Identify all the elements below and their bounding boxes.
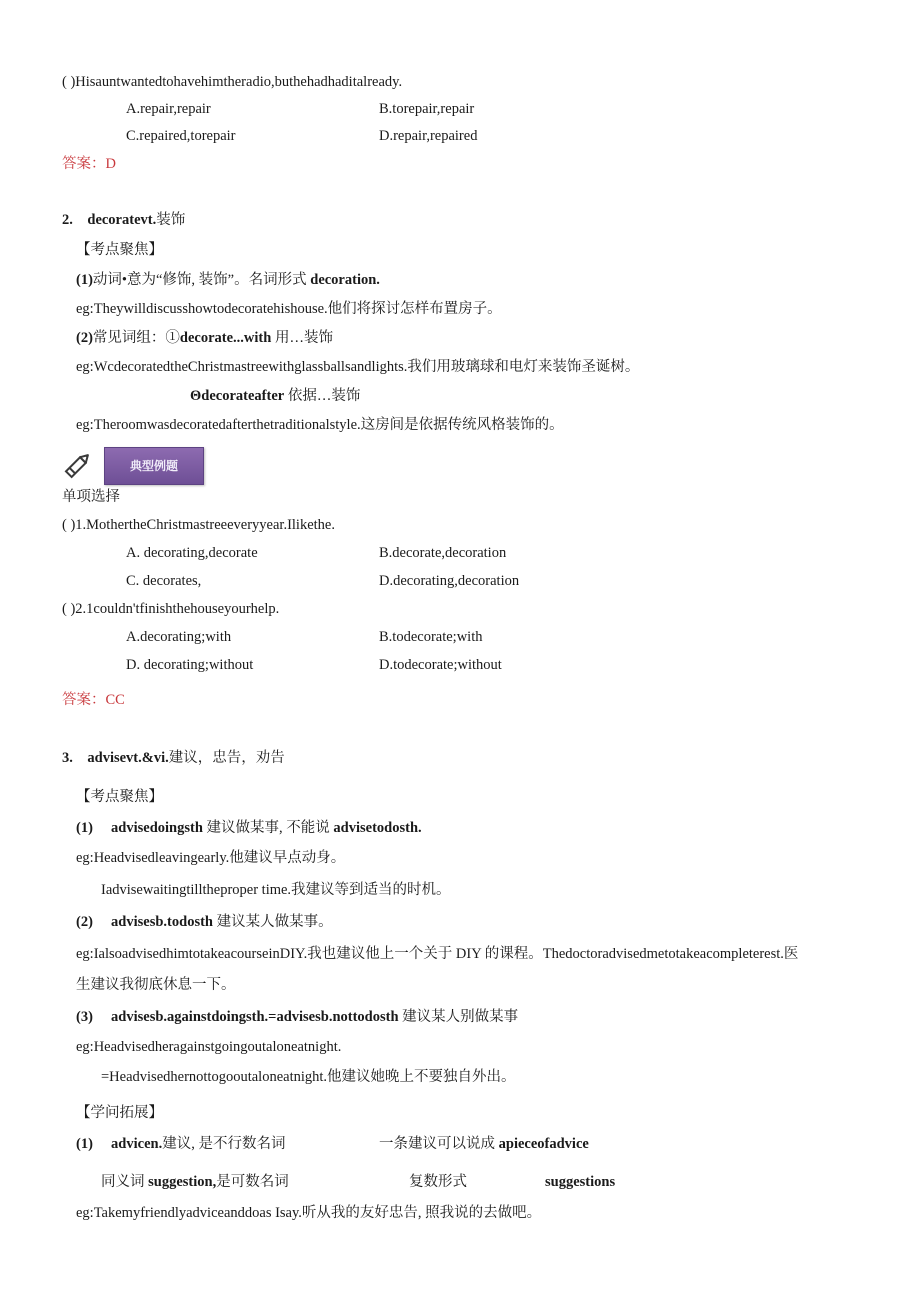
point-text: 建议, 是不行数名词 [162, 1136, 286, 1152]
point-text: 动词•意为“修饰, 装饰”。名词形式 [92, 272, 311, 288]
option-a: A.repair,repair [126, 101, 211, 117]
point-term: apieceofadvice [498, 1136, 589, 1152]
point-3 [76, 1007, 518, 1027]
focus-title: 【考点聚焦】 [76, 242, 163, 258]
point-number: (2) [76, 330, 93, 346]
option-a: A. decorating,decorate [126, 545, 258, 561]
pencil-icon [61, 448, 95, 482]
plural-label: 复数形式 [409, 1174, 467, 1190]
point-term: advisetodosth. [333, 820, 422, 836]
option-b: B.torepair,repair [379, 101, 475, 117]
example-sentence: eg:WcdecoratedtheChristmastreewithglassballsandlights.我们用玻璃球和电灯来装饰圣诞树。 [76, 359, 640, 375]
option-b: B.todecorate;with [379, 629, 483, 645]
point-1 [76, 270, 380, 290]
point-text: 建议某人别做某事 [398, 1009, 519, 1025]
point-term: advisesb.todosth [111, 914, 213, 930]
example-sentence: eg:Headvisedleavingearly.他建议早点动身。 [76, 850, 346, 866]
point-1 [76, 818, 422, 838]
point-term: suggestion, [148, 1174, 217, 1190]
answer: 答案：D [62, 156, 116, 172]
section-word: decoratevt. [87, 212, 157, 228]
point-text: 依据…装饰 [284, 388, 361, 404]
point-term: Θdecorateafter [190, 388, 285, 404]
typical-example-badge: 典型例题 [104, 447, 204, 485]
section-heading [62, 748, 285, 768]
point-number: (1) [76, 272, 93, 288]
point-text: 建议某人做某事。 [212, 914, 333, 930]
point-text: 是可数名词 [216, 1174, 289, 1190]
point-number: (1) [76, 820, 93, 836]
point-2 [76, 912, 333, 932]
extension-2 [101, 1172, 289, 1192]
extension-1 [76, 1134, 285, 1154]
point-number: (1) [76, 1136, 93, 1152]
example-sentence: eg:Takemyfriendlyadviceanddoas Isay.听从我的友好忠告, 照我说的去做吧。 [76, 1205, 542, 1221]
option-d: D.decorating,decoration [379, 573, 520, 589]
practice-title: 单项选择 [62, 489, 120, 505]
section-heading [62, 210, 185, 230]
question-stem: ( )Hisauntwantedtohavehimtheradio,buthehadhaditalready. [62, 74, 403, 90]
extension-title: 【学问拓展】 [76, 1105, 163, 1121]
point-text: 用…装饰 [271, 330, 333, 346]
point-text: 同义词 [101, 1174, 149, 1190]
option-d: D.todecorate;without [379, 657, 502, 673]
example-sentence: eg:IalsoadvisedhimtotakeacourseinDIY.我也建议他上一个关于 DIY 的课程。Thedoctoradvisedmetotakeacompleterest.医 [76, 946, 799, 962]
option-c: C. decorates, [126, 573, 202, 589]
point-text: 建议做某事, 不能说 [202, 820, 334, 836]
point-term: advisesb.againstdoingsth.=advisesb.nottodosth [111, 1009, 399, 1025]
section-meaning: 装饰 [156, 212, 186, 228]
section-number: 2. [62, 212, 73, 228]
focus-title: 【考点聚焦】 [76, 789, 163, 805]
point-number: (2) [76, 914, 93, 930]
question-stem: ( )2.1couldn'tfinishthehouseyourhelp. [62, 601, 280, 617]
section-word: advisevt.&vi. [87, 750, 169, 766]
point-text: 常见词组：① [92, 330, 180, 346]
plural-form: suggestions [545, 1174, 616, 1190]
example-sentence: eg:Theywilldiscusshowtodecoratehishouse.他们将探讨怎样布置房子。 [76, 301, 502, 317]
option-d: D.repair,repaired [379, 128, 478, 144]
point-2 [76, 328, 333, 348]
option-c: D. decorating;without [126, 657, 254, 673]
section-meaning: 建议，忠告，劝告 [168, 750, 285, 766]
point-2-phrase-2 [190, 386, 360, 406]
option-c: C.repaired,torepair [126, 128, 236, 144]
point-term: advicen. [111, 1136, 163, 1152]
example-sentence: Iadvisewaitingtilltheproper time.我建议等到适当的时机。 [101, 882, 451, 898]
section-number: 3. [62, 750, 73, 766]
extension-1-right [379, 1134, 589, 1154]
point-term: decoration. [310, 272, 380, 288]
point-term: decorate...with [179, 330, 272, 346]
answer: 答案：CC [62, 692, 125, 708]
option-a: A.decorating;with [126, 629, 232, 645]
point-number: (3) [76, 1009, 93, 1025]
example-sentence: =Headvisedhernottogooutaloneatnight.他建议她晚上不要独自外出。 [101, 1069, 516, 1085]
point-term: advisedoingsth [111, 820, 203, 836]
example-sentence: eg:Headvisedheragainstgoingoutaloneatnight. [76, 1039, 342, 1055]
option-b: B.decorate,decoration [379, 545, 507, 561]
point-text: 一条建议可以说成 [379, 1136, 499, 1152]
question-stem: ( )1.MothertheChristmastreeeveryyear.Ilikethe. [62, 517, 335, 533]
example-sentence: 生建议我彻底休息一下。 [76, 977, 236, 993]
example-sentence: eg:Theroomwasdecoratedafterthetraditionalstyle.这房间是依据传统风格装饰的。 [76, 417, 564, 433]
